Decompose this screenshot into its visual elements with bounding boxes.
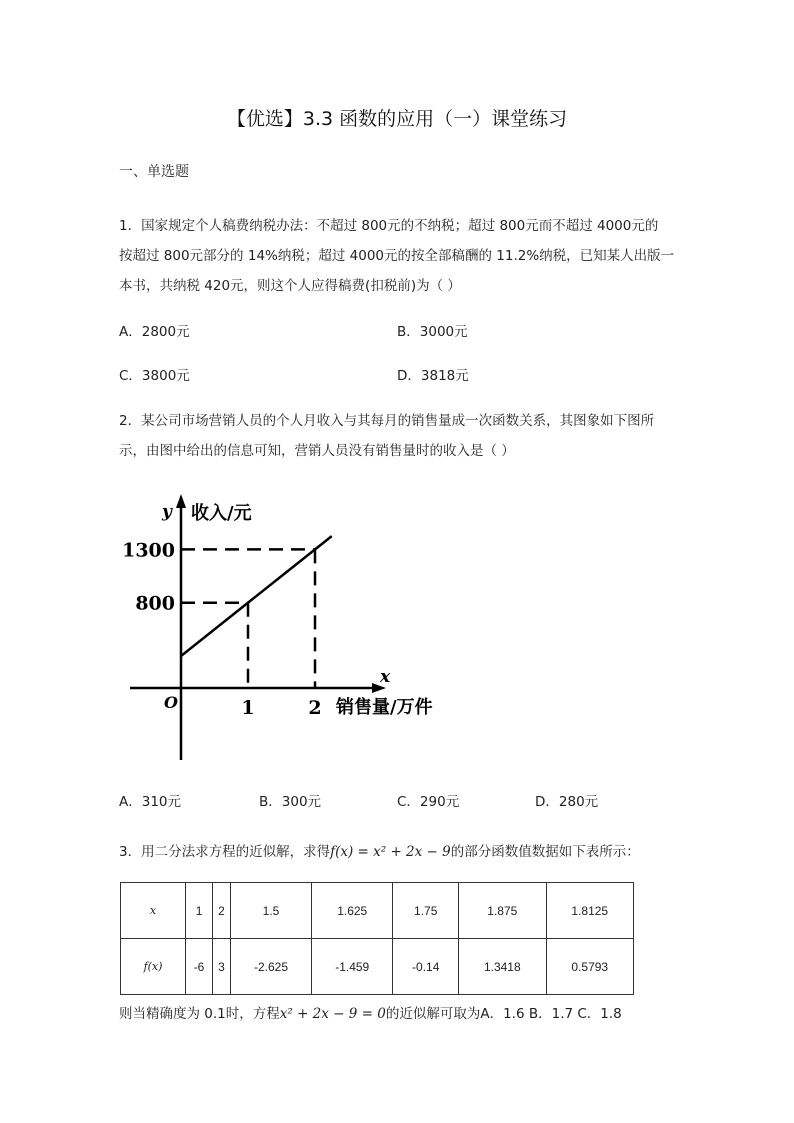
q2-line-1: 2．某公司市场营销人员的个人月收入与其每月的销售量成一次函数关系，其图象如下图所: [119, 413, 655, 429]
x-axis-letter: x: [380, 667, 391, 687]
table-cell: 3: [213, 939, 231, 995]
table-header-fx: f(x): [121, 939, 186, 995]
q1-line-1: 1．国家规定个人稿费纳税办法：不超过 800元的不纳税；超过 800元而不超过 4000元的: [119, 218, 659, 234]
x-tick-label-1: 1: [241, 697, 255, 719]
table-cell: 0.5793: [546, 939, 633, 995]
q3-tail-prefix: 则当精确度为 0.1时，方程: [119, 1006, 280, 1022]
function-value-table: [120, 882, 634, 995]
q3-tail-equation: x² + 2x − 9 = 0: [279, 1006, 386, 1022]
q1-option-d: D．3818元: [397, 368, 469, 384]
q1-line-2: 按超过 800元部分的 14%纳税；超过 4000元的按全部稿酬的 11.2%纳税，已知某人出版一: [119, 248, 675, 264]
q3-function: f(x) = x² + 2x − 9: [330, 844, 451, 860]
q3-tail: [119, 1002, 622, 1022]
q3-tail-suffix: 的近似解可取为A．1.6 B．1.7 C．1.8: [385, 1006, 622, 1022]
series-line: [181, 536, 332, 656]
y-axis-label: 收入/元: [191, 503, 252, 524]
table-cell: 1.5: [230, 883, 311, 939]
q2-option-d: D．280元: [535, 794, 599, 810]
table-cell: 1.875: [459, 883, 546, 939]
q2-line-2: 示，由图中给出的信息可知，营销人员没有销售量时的收入是（ ）: [119, 443, 515, 459]
q2-option-b: B．300元: [259, 794, 322, 810]
y-tick-label-800: 800: [135, 592, 175, 615]
table-cell: 2: [213, 883, 231, 939]
table-cell: -6: [186, 939, 213, 995]
y-axis-letter: y: [162, 502, 172, 522]
table-cell: 1: [186, 883, 213, 939]
table-row: [121, 939, 634, 995]
q2-option-a: A．310元: [119, 794, 182, 810]
table-cell: 1.3418: [459, 939, 546, 995]
x-tick-label-2: 2: [308, 697, 322, 719]
origin-label: O: [164, 693, 178, 712]
page-title: 【优选】3.3 函数的应用（一）课堂练习: [226, 108, 568, 130]
q2-option-c: C．290元: [397, 794, 460, 810]
table-cell: -0.14: [393, 939, 459, 995]
q1-option-c: C．3800元: [119, 368, 190, 384]
table-cell: -2.625: [230, 939, 311, 995]
q3-intro: [119, 840, 640, 860]
y-tick-label-1300: 1300: [122, 539, 175, 562]
y-axis-arrow-icon: [176, 494, 186, 508]
table-cell: 1.8125: [546, 883, 633, 939]
q1-line-3: 本书，共纳税 420元，则这个人应得稿费(扣税前)为（ ）: [119, 278, 461, 294]
q3-suffix: 的部分函数值数据如下表所示：: [450, 844, 640, 860]
q3-prefix: 3．用二分法求方程的近似解，求得: [119, 844, 331, 860]
q1-option-b: B．3000元: [397, 324, 468, 340]
table-cell: -1.459: [312, 939, 393, 995]
table-row: [121, 883, 634, 939]
table-cell: 1.625: [312, 883, 393, 939]
table-header-x: x: [121, 883, 186, 939]
table-cell: 1.75: [393, 883, 459, 939]
q1-option-a: A．2800元: [119, 324, 190, 340]
x-axis-label: 销售量/万件: [336, 697, 433, 718]
section-heading: 一、单选题: [119, 164, 189, 180]
